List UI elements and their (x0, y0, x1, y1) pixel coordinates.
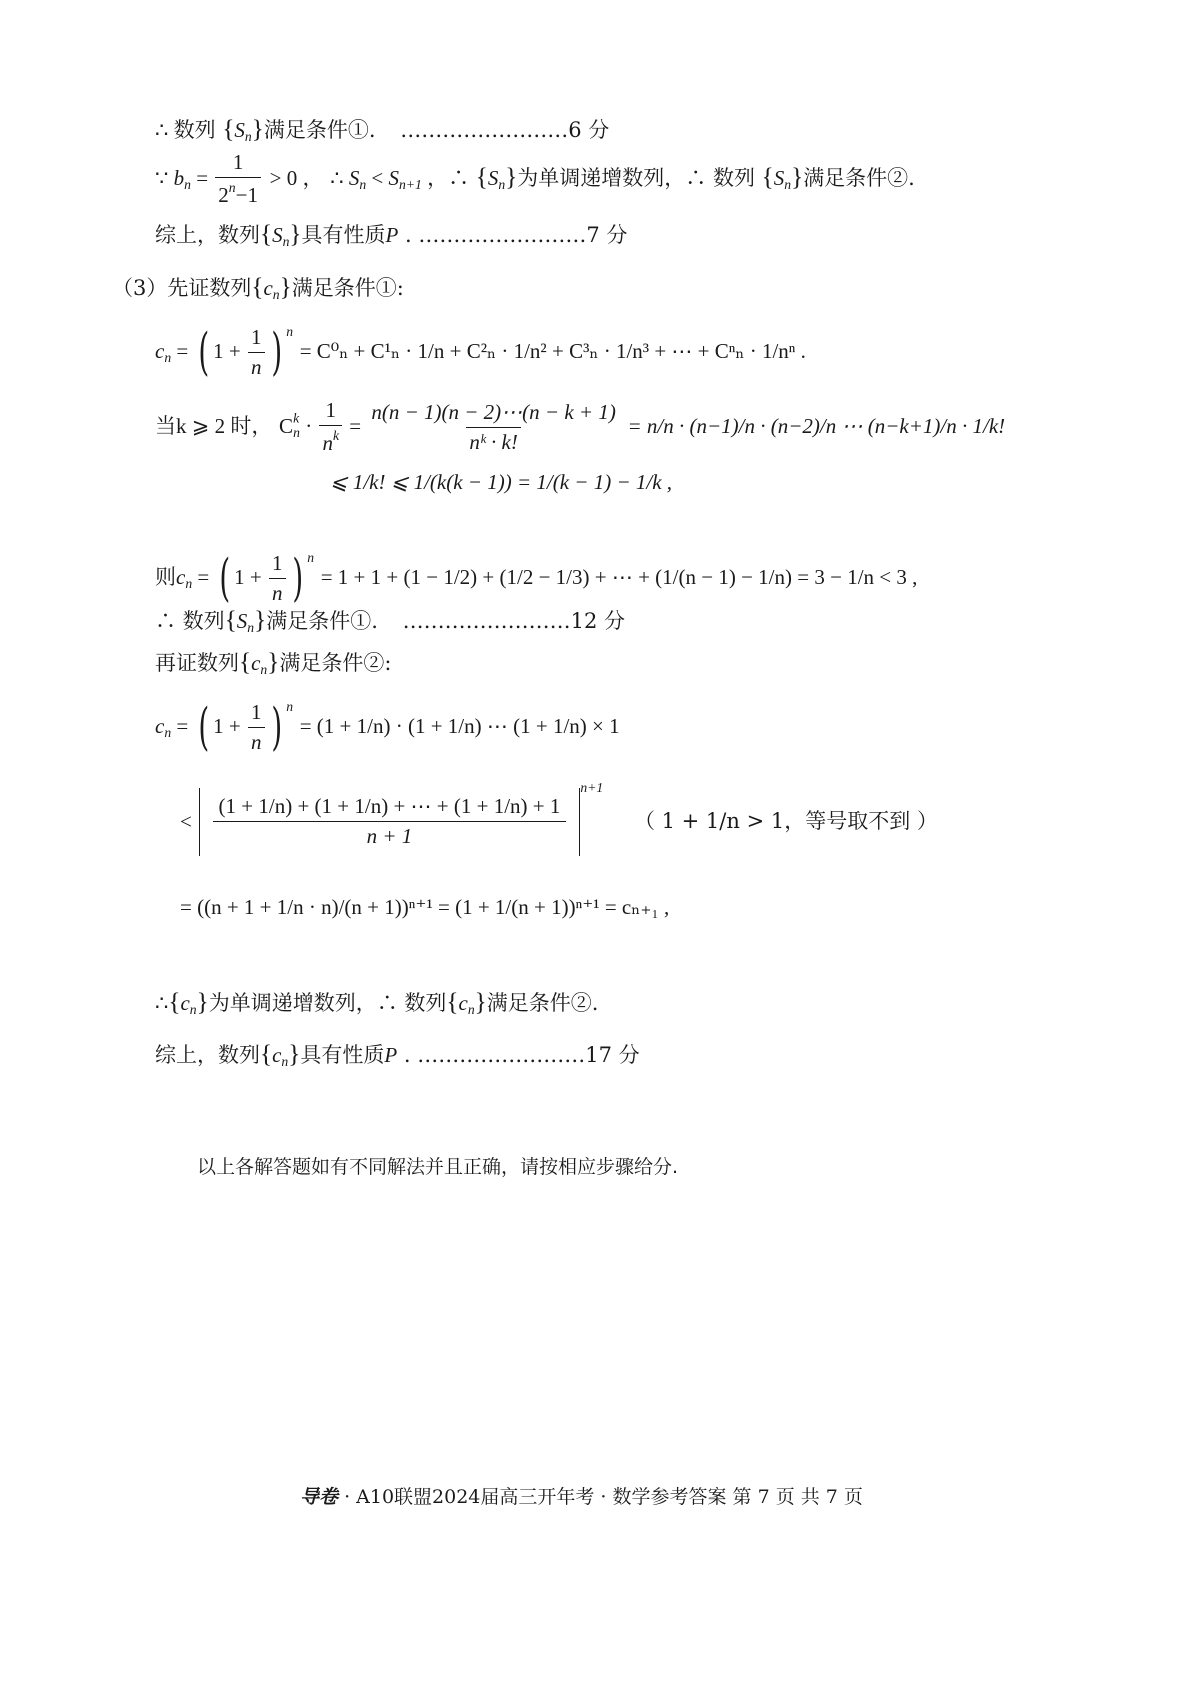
footer-text: · A10联盟2024届高三开年考 · 数学参考答案 第 7 页 共 7 页 (344, 1486, 863, 1508)
part3-condition2-heading: 再证数列$\{c_n\}$满足条件②: (155, 649, 392, 678)
grading-note: 以上各解答题如有不同解法并且正确，请按相应步骤给分. (197, 1156, 679, 1178)
score-12: ……………………12 分 (402, 609, 625, 633)
exam-logo: 导卷 (300, 1486, 339, 1508)
ck-inequality-chain: ⩽ 1/k! ⩽ 1/(k(k − 1)) = 1/(k − 1) − 1/k , (330, 470, 673, 494)
cn-less-than-3: 则$c_n$ = ( 1 + $\frac{1}{n}$ ) $^n$ = 1 + 1 + (1 − 1/2) + (1/2 − 1/3) + ⋯ + (1/(n − 1) − 1/n) = 3 − 1/n < 3 , (155, 548, 918, 607)
amgm-inequality: < $\frac{(1 + 1/n) + (1 + 1/n) + \cdots + (1 + 1/n) + 1}{n + 1}$ $^{n+1}$ （ 1 + 1/n > 1，等号取不到 ） (180, 780, 938, 856)
score-7: . ……………………7 分 (405, 223, 628, 247)
score-17: . ……………………17 分 (403, 1043, 640, 1067)
cn-binomial-expansion: $c_n$ = ( 1 + $\frac{1}{n}$ ) $^n$ = C⁰ₙ + C¹ₙ · 1/n + C²ₙ · 1/n² + C³ₙ · 1/n³ + ⋯ + Cⁿₙ · 1/nⁿ . (155, 322, 806, 381)
line-bn-positive: ∵ $b_n$ = $\frac{1}{2^n-1}$ > 0 ， ∴ $S_n < S_{n+1}$ ，∴ $\{S_n\}$为单调递增数列，∴ 数列 $\{S_n\}$满足条件②. (155, 150, 915, 208)
part3-heading: （3）先证数列$\{c_n\}$满足条件①: (112, 274, 404, 303)
score-6: ……………………6 分 (400, 118, 610, 142)
page-footer (300, 1486, 863, 1509)
ck-term-bound: 当k ⩾ 2 时， $C^k_n$ · $\frac{1}{n^k}$ = $\frac{n(n - 1)(n - 2)\cdots(n - k + 1)}{\text{nᵏ · k!}}$ = n/n · (n−1)/n · (n−2)/n ⋯ (n−k+1)/n · 1/k! (155, 398, 1006, 456)
cn-next-term: = ((n + 1 + 1/n · n)/(n + 1))ⁿ⁺¹ = (1 + 1/(n + 1))ⁿ⁺¹ = cₙ₊₁ , (180, 895, 670, 919)
line-summary-7: 综上，数列$\{S_n\}$具有性质P . ……………………7 分 (155, 221, 628, 250)
line-condition2-c: $\therefore\{c_n\}$为单调递增数列，∴ 数列$\{c_n\}$满足条件②. (155, 989, 599, 1018)
line-condition1-12: ∴ 数列$\{S_n\}$满足条件①. ……………………12 分 (155, 607, 625, 636)
line-condition1-s: ∴ 数列 $\{S_n\}$满足条件①. ……………………6 分 (155, 116, 610, 145)
line-summary-17: 综上，数列$\{c_n\}$具有性质P . ……………………17 分 (155, 1041, 640, 1070)
cn-product-form: $c_n$ = ( 1 + $\frac{1}{n}$ ) $^n$ = (1 + 1/n) · (1 + 1/n) ⋯ (1 + 1/n) × 1 (155, 697, 620, 756)
